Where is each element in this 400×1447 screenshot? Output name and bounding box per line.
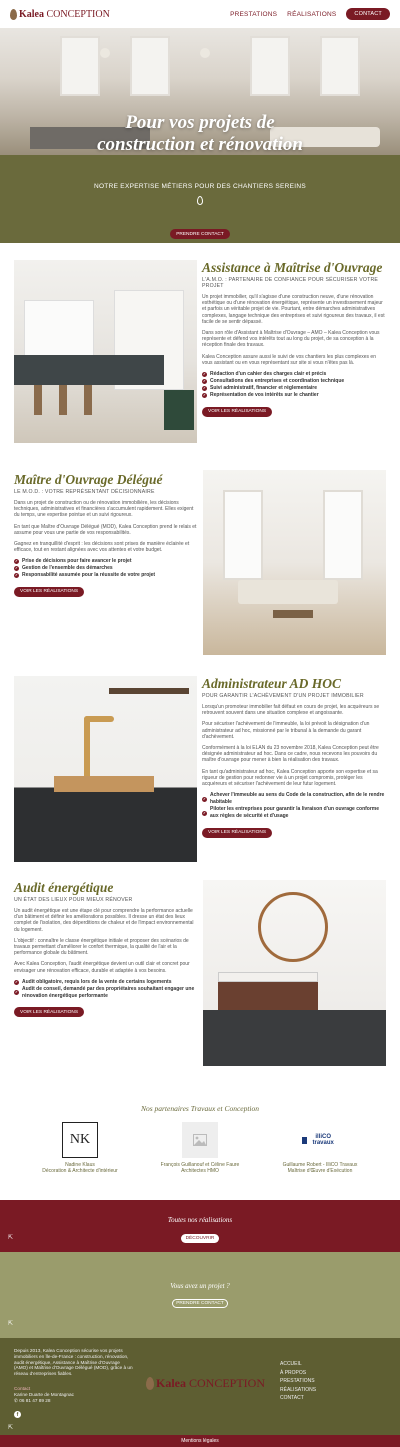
section-paragraph: Avec Kalea Conception, l'audit énergétique devient un outil clair et concret pour envisager une rénovation efficace, durable et adaptée à vos besoins. bbox=[14, 961, 190, 974]
main-nav bbox=[230, 8, 390, 20]
footer-contact bbox=[14, 1386, 74, 1403]
section-paragraph: L'objectif : connaître le classe énergétique initiale et proposer des scénarios de travaux permettant d'améliorer le confort thermique, la qualité de l'air et la performance globale du bâtiment. bbox=[14, 937, 189, 957]
check-icon: ✓ bbox=[15, 573, 18, 578]
list-item: ✓ Audit de conseil, demandé par des propriétaires souhaitant engager une rénovation énergétique performante bbox=[15, 985, 195, 999]
partner-role: Architectes HMO bbox=[181, 1168, 219, 1175]
phone-icon: ✆ bbox=[14, 1397, 20, 1403]
legal-link[interactable]: Mentions légales bbox=[181, 1438, 219, 1444]
footer-nav-item[interactable]: À PROPOS bbox=[280, 1369, 307, 1376]
partner-name: Nadine Klaus bbox=[65, 1162, 95, 1168]
partner-card[interactable] bbox=[260, 1122, 380, 1174]
list-item: ✓ Responsabilité assumée pour la réussite de votre projet bbox=[15, 572, 156, 579]
list-item: ✓ Audit obligatoire, requis lors de la vente de certains logements bbox=[15, 978, 172, 985]
scroll-arrow-icon[interactable]: ⇱ bbox=[8, 1321, 14, 1327]
section-paragraph: Dans un projet de construction ou de rénovation immobilière, les décisions techniques, administratives et financières s'accumulent rapidement. Elles exigent du temps, une expertise pointue et un suivi rigoureux. bbox=[14, 500, 194, 519]
partner-card[interactable] bbox=[20, 1122, 140, 1174]
project-band bbox=[0, 1252, 400, 1338]
check-icon: ✓ bbox=[15, 566, 18, 571]
contact-label: Contact bbox=[14, 1386, 31, 1391]
footer-nav-item[interactable]: PRESTATIONS bbox=[280, 1378, 315, 1385]
list-item: ✓ Rédaction d'un cahier des charges clair et précis bbox=[203, 371, 327, 378]
feature-list bbox=[14, 979, 197, 1000]
hero-contact-button[interactable]: PRENDRE CONTACT bbox=[170, 229, 230, 239]
discover-button[interactable]: DÉCOUVRIR bbox=[181, 1234, 219, 1243]
section-subtitle: POUR GARANTIR L'ACHÈVEMENT D'UN PROJET IMMOBILIER bbox=[202, 693, 364, 699]
partner-role: Maîtrise d'Œuvre d'Exécution bbox=[287, 1168, 353, 1175]
footer-nav-item[interactable]: RÉALISATIONS bbox=[280, 1386, 317, 1393]
see-realisations-button[interactable]: VOIR LES RÉALISATIONS bbox=[202, 828, 272, 838]
leaf-logo-icon bbox=[10, 9, 17, 20]
check-icon: ✓ bbox=[203, 386, 206, 391]
section-paragraph: En tant qu'administrateur ad hoc, Kalea Conception apporte son expertise et sa rigueur de gestion pour redonner vie à un projet compromis, protéger les acquéreurs et sécuriser l'achèvement de leur futur logement. bbox=[202, 768, 378, 788]
check-icon: ✓ bbox=[203, 379, 206, 384]
list-item: ✓ Gestion de l'ensemble des démarches bbox=[15, 565, 113, 572]
list-item: ✓ Consultations des entreprises et coordination technique bbox=[203, 378, 345, 385]
partner-logo: illiCO travaux bbox=[302, 1122, 338, 1158]
section-title: Assistance à Maîtrise d'Ouvrage bbox=[202, 260, 383, 275]
nav-realisations[interactable]: RÉALISATIONS bbox=[287, 10, 337, 18]
section-paragraph: Pour sécuriser l'achèvement de l'immeuble, la loi prévoit la désignation d'un administrateur ad hoc, missionné par le tribunal à la demande du garant d'achèvement. bbox=[202, 721, 370, 740]
facebook-icon[interactable]: f bbox=[14, 1411, 21, 1418]
list-item: ✓ Piloter les entreprises pour garantir la livraison d'un ouvrage conforme aux règles de sécurité et d'usage bbox=[203, 806, 380, 820]
logo-brand: Kalea bbox=[19, 8, 44, 20]
nav-contact-button[interactable]: CONTACT bbox=[346, 8, 390, 20]
partner-name: François Guillanouf et Céline Faure bbox=[160, 1162, 240, 1168]
hero bbox=[0, 28, 400, 243]
partner-name: Guillaume Robert - IlliCO Travaux bbox=[282, 1162, 358, 1168]
bathroom-photo bbox=[203, 880, 386, 1066]
feature-list bbox=[202, 792, 386, 820]
section-adhoc bbox=[0, 674, 400, 864]
contact-phone[interactable]: 06 81 47 89 28 bbox=[19, 1397, 51, 1403]
image-placeholder-icon bbox=[182, 1122, 218, 1158]
section-paragraph: Un audit énergétique est une étape clé pour comprendre la performance actuelle d'un bâtiment et définir les améliorations possibles. Il dresse un état des lieux complet de l'isolation, des déperditions de chaleur et de l'impact environnemental du logement. bbox=[14, 908, 194, 933]
check-icon: ✓ bbox=[203, 796, 206, 801]
check-icon: ✓ bbox=[203, 810, 206, 815]
living-room-photo bbox=[203, 470, 386, 655]
list-item: ✓ Représentation de vos intérêts sur le chantier bbox=[203, 392, 319, 399]
project-contact-button[interactable]: PRENDRE CONTACT bbox=[172, 1299, 228, 1308]
scroll-arrow-icon[interactable]: ⇱ bbox=[8, 1235, 14, 1241]
section-title: Audit énergétique bbox=[14, 880, 114, 895]
section-title: Maître d'Ouvrage Délégué bbox=[14, 472, 163, 487]
feature-list bbox=[14, 558, 197, 579]
hero-title: Pour vos projets de construction et rénovation bbox=[97, 112, 303, 155]
see-realisations-button[interactable]: VOIR LES RÉALISATIONS bbox=[202, 407, 272, 417]
section-paragraph: Dans son rôle d'Assistant à Maîtrise d'Ouvrage – AMO – Kalea Conception vous représente et défend vos intérêts tout au long du projet, de sa conception à la réception finale des travaux. bbox=[202, 330, 380, 349]
site-footer bbox=[0, 1338, 400, 1435]
check-icon: ✓ bbox=[15, 559, 18, 564]
faucet-photo bbox=[14, 676, 197, 862]
partner-role: Décoration & Architecte d'intérieur bbox=[42, 1168, 118, 1175]
site-header bbox=[0, 0, 400, 28]
list-item: ✓ Suivi administratif, financier et réglementaire bbox=[203, 385, 317, 392]
realisations-band bbox=[0, 1200, 400, 1252]
section-paragraph: Gagnez en tranquillité d'esprit : les décisions sont prises de manière éclairée et efficace, tout en restant alignées avec vos attentes et votre budget. bbox=[14, 541, 190, 554]
footer-nav-item[interactable]: CONTACT bbox=[280, 1395, 304, 1402]
section-paragraph: Kalea Conception assure aussi le suivi de vos chantiers les plus complexes en vous assistant ou en vous représentant sur site si vous n'êtes pas là. bbox=[202, 353, 376, 366]
section-paragraph: Un projet immobilier, qu'il s'agisse d'une construction neuve, d'une rénovation esthétique ou d'une rénovation énergétique, représente un investissement majeur et parfois un véritable projet de vie. Pourtant, entre démarches administratives complexes, langage technique des entreprises et suivi rigoureux des travaux, il est facile de se sentir dépassé. bbox=[202, 294, 385, 325]
footer-logo[interactable]: Kalea CONCEPTION bbox=[146, 1376, 265, 1391]
partners-title: Nos partenaires Travaux et Conception bbox=[140, 1104, 260, 1113]
realisations-title: Toutes nos réalisations bbox=[167, 1216, 233, 1224]
see-realisations-button[interactable]: VOIR LES RÉALISATIONS bbox=[14, 587, 84, 597]
partner-card[interactable] bbox=[140, 1122, 260, 1174]
project-title: Vous avez un projet ? bbox=[170, 1282, 230, 1290]
logo-suffix: CONCEPTION bbox=[46, 8, 110, 20]
section-subtitle: UN ÉTAT DES LIEUX POUR MIEUX RÉNOVER bbox=[14, 897, 133, 903]
section-amo bbox=[0, 258, 400, 448]
section-paragraph: Lorsqu'un promoteur immobilier fait défaut en cours de projet, les acquéreurs se retrouvent souvent dans une situation complexe et angoissante. bbox=[202, 704, 380, 717]
check-icon: ✓ bbox=[15, 979, 18, 984]
section-mod bbox=[0, 470, 400, 660]
contact-name: Karine Duarte de Montagnac bbox=[14, 1391, 74, 1397]
partner-logo: NK bbox=[62, 1122, 98, 1158]
legal-bar bbox=[0, 1435, 400, 1447]
hero-subtitle: NOTRE EXPERTISE MÉTIERS POUR DES CHANTIERS SEREINS bbox=[93, 183, 307, 190]
check-icon: ✓ bbox=[15, 990, 18, 995]
check-icon: ✓ bbox=[203, 393, 206, 398]
section-paragraph: En tant que Maître d'Ouvrage Délégué (MOD), Kalea Conception prend le relais et assume pour vous une partie de vos responsabilités. bbox=[14, 523, 197, 536]
section-subtitle: L'A.M.O. : PARTENAIRE DE CONFIANCE POUR SÉCURISER VOTRE PROJET bbox=[202, 277, 379, 289]
list-item: ✓ Prise de décisions pour faire avancer le projet bbox=[15, 558, 132, 565]
list-item: ✓ Achever l'immeuble au sens du Code de la construction, afin de le rendre habitable bbox=[203, 792, 385, 806]
scroll-arrow-icon[interactable]: ⇱ bbox=[8, 1425, 14, 1431]
site-logo[interactable] bbox=[10, 9, 110, 20]
leaf-logo-icon bbox=[146, 1377, 154, 1390]
section-paragraph: Conformément à la loi ELAN du 23 novembre 2018, Kalea Conception peut être désignée administrateur ad hoc. Dans ce cadre, nous recevons les pouvoirs du maître d'ouvrage pour mener à bien la réalisation des travaux. bbox=[202, 745, 379, 764]
footer-about: Depuis 2013, Kalea Conception sécurise vos projets immobiliers en Île-de-France : construction, rénovation, audit énergétique, Assistance à Maîtrise d'Ouvrage (AMO) et Maîtrise d'Ouvrage Délégué (MOD), grâce à un réseau d'entreprises fiables. bbox=[14, 1348, 133, 1377]
footer-nav-item[interactable]: ACCUEIL bbox=[280, 1361, 302, 1367]
footer-nav bbox=[280, 1360, 316, 1403]
feature-list bbox=[202, 371, 386, 399]
section-subtitle: LE M.O.D. : VOTRE REPRÉSENTANT DÉCISIONNAIRE bbox=[14, 489, 155, 495]
check-icon: ✓ bbox=[203, 372, 206, 377]
see-realisations-button[interactable]: VOIR LES RÉALISATIONS bbox=[14, 1007, 84, 1017]
kitchen-photo bbox=[14, 260, 197, 443]
leaf-icon bbox=[197, 196, 203, 205]
section-title: Administrateur AD HOC bbox=[202, 676, 342, 691]
nav-prestations[interactable]: PRESTATIONS bbox=[230, 10, 278, 18]
section-audit bbox=[0, 878, 400, 1068]
